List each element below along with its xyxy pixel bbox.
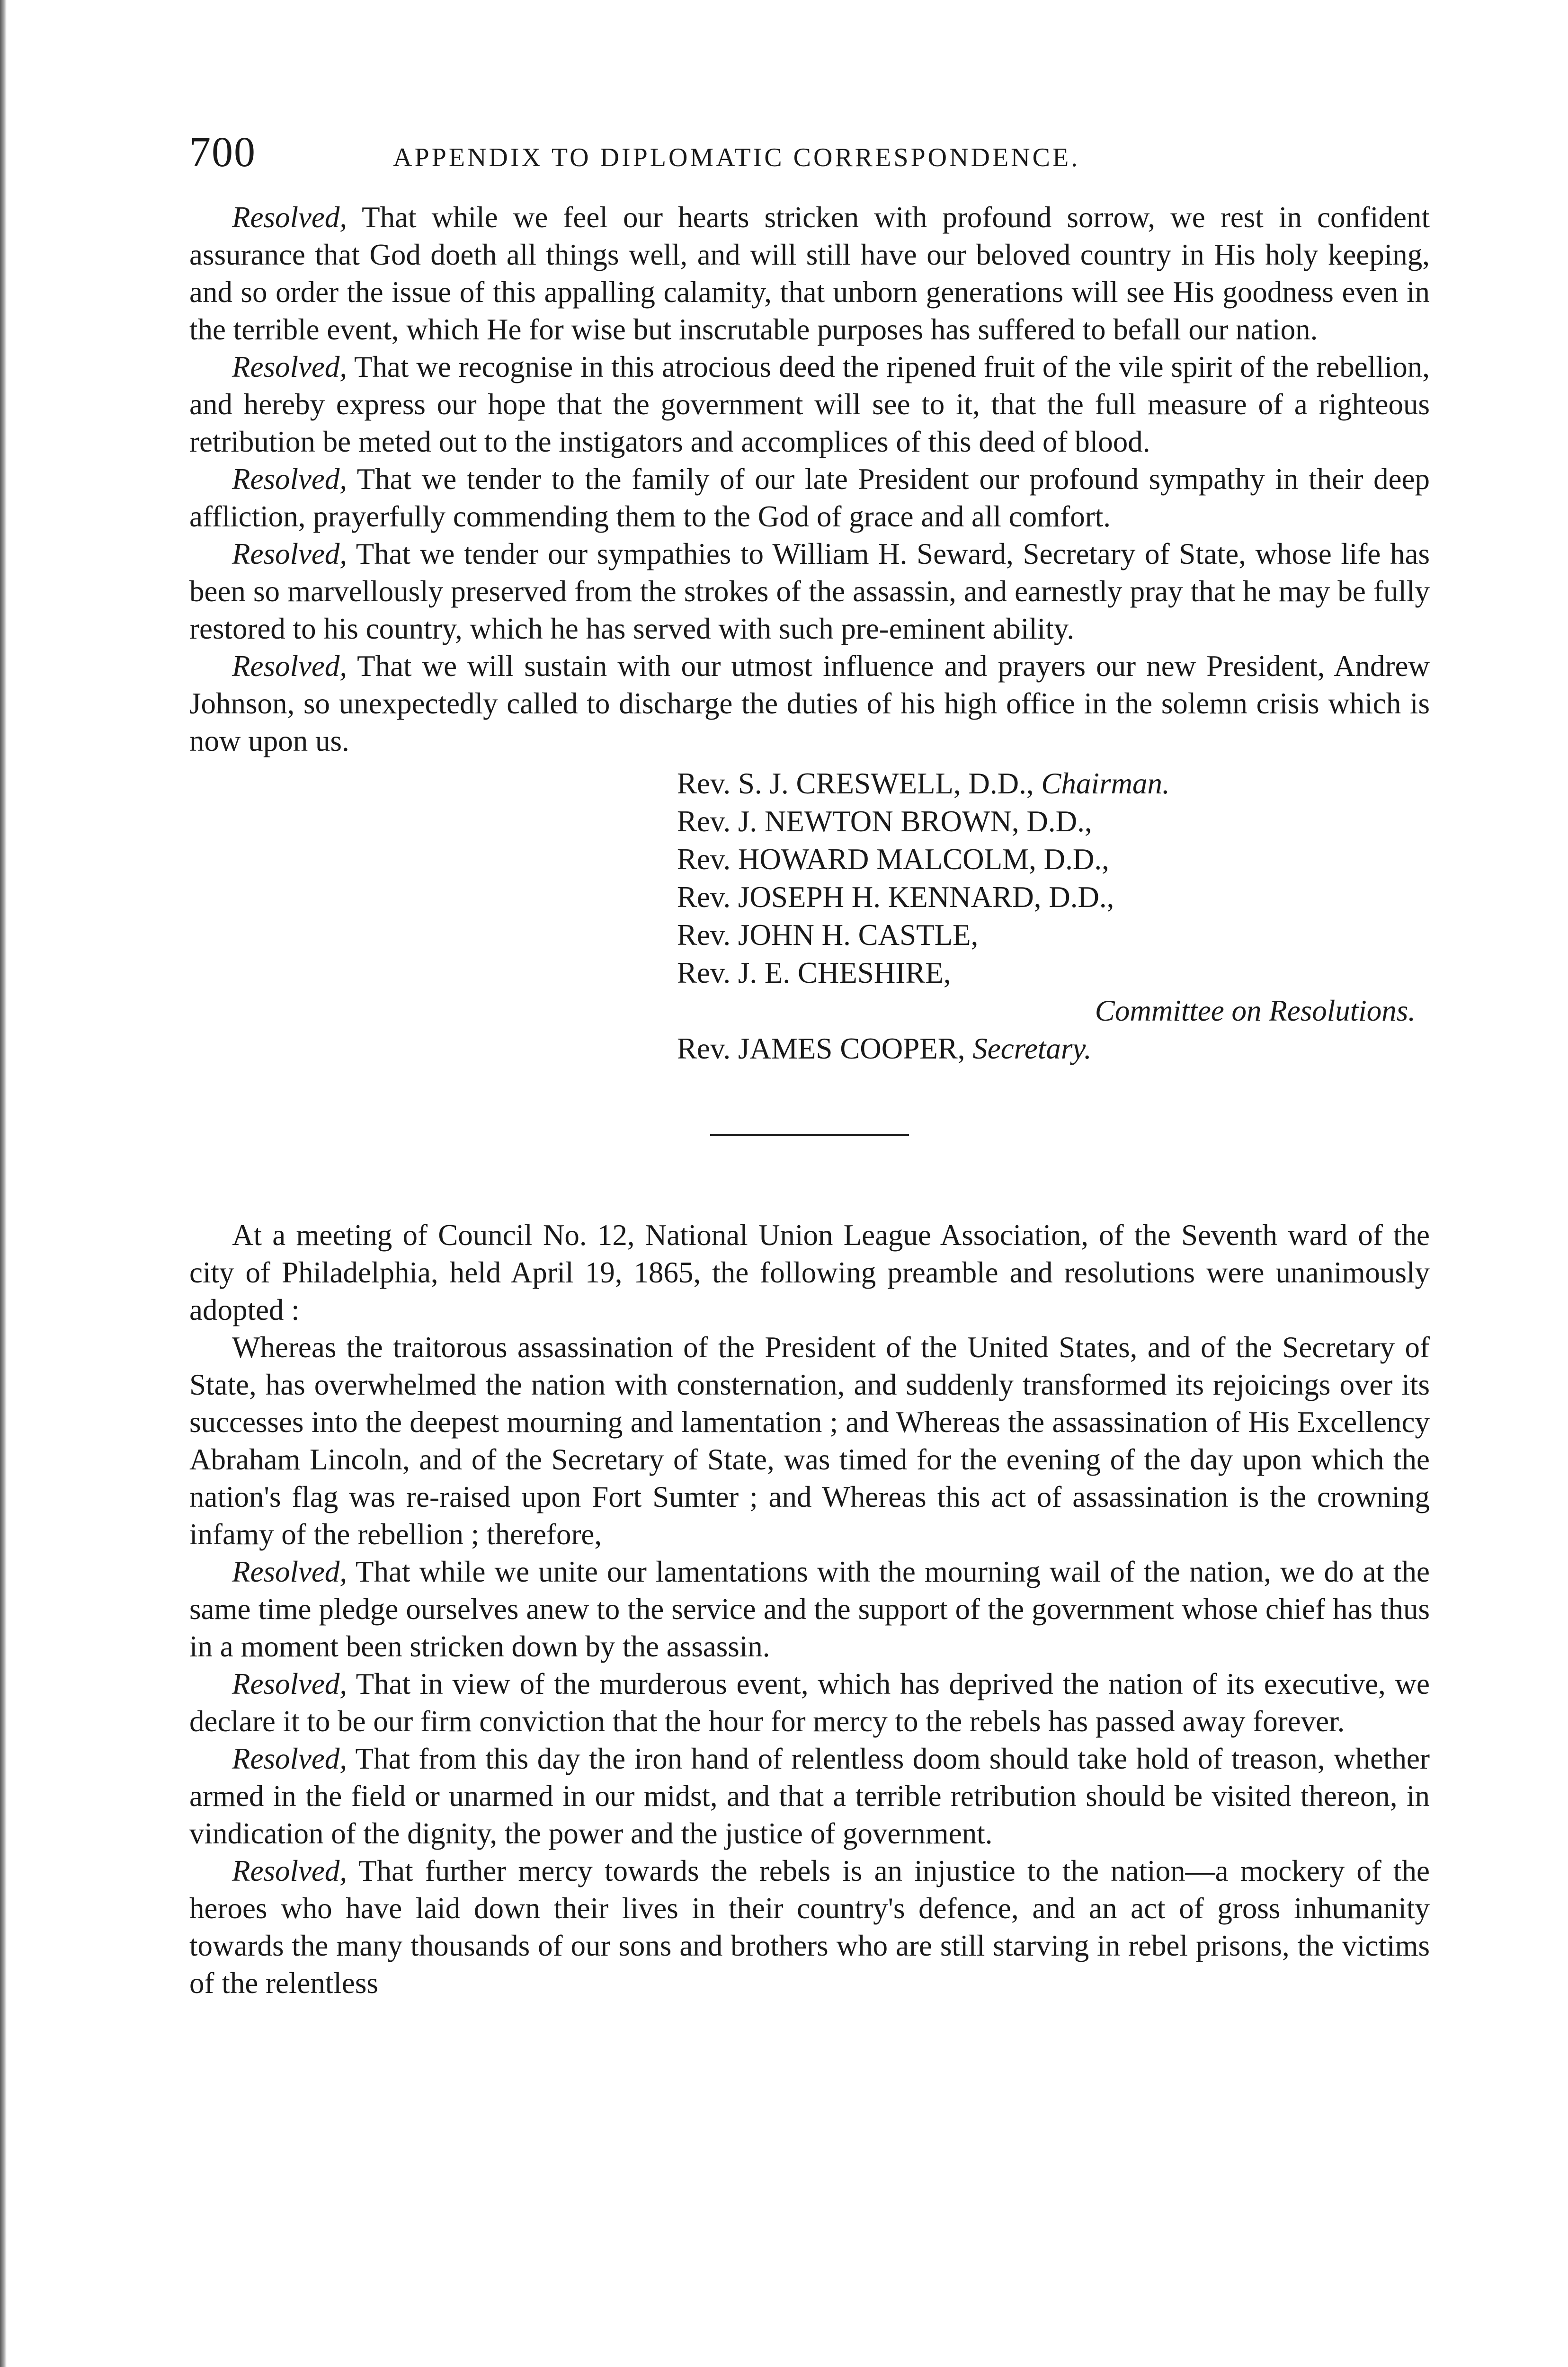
signatory-name: Rev. JOSEPH H. KENNARD, D.D., — [677, 881, 1114, 914]
resolution-paragraph — [189, 461, 1430, 535]
resolution-text: That we will sustain with our utmost influence and prayers our new President, Andrew Johnson, so unexpectedly called to discharge the duties of his high office in the solemn crisis which is now upon us. — [189, 650, 1430, 757]
signatory-name: Rev. J. E. CHESHIRE, — [677, 956, 951, 989]
committee-label: Committee on Resolutions. — [1095, 994, 1416, 1027]
resolution-text: That we recognise in this atrocious deed the ripened fruit of the vile spirit of the rebellion, and hereby express our hope that the government will see to it, that the full measure of a righteous retribution be meted out to the instigators and accomplices of this deed of blood. — [189, 350, 1430, 458]
resolved-lead: Resolved, — [232, 1667, 347, 1700]
page-number: 700 — [189, 129, 256, 176]
secretary-line — [677, 1030, 1430, 1068]
signatory-name: Rev. JOHN H. CASTLE, — [677, 918, 979, 952]
resolution-text: That we tender our sympathies to William H. Seward, Secretary of State, whose life has been so marvellously preserved from the strokes of the assassin, and earnestly pray that he may be fully restored to his country, which he has served with such pre-eminent ability. — [189, 537, 1430, 645]
signatory-name: Rev. S. J. CRESWELL, D.D., — [677, 767, 1034, 800]
signatory-name: Rev. J. NEWTON BROWN, D.D., — [677, 805, 1092, 838]
resolved-lead: Resolved, — [232, 650, 347, 683]
resolved-lead: Resolved, — [232, 201, 347, 234]
resolution-paragraph — [189, 199, 1430, 348]
document-page — [189, 128, 1430, 2002]
signature-line — [677, 840, 1430, 878]
signatory-name: Rev. HOWARD MALCOLM, D.D., — [677, 843, 1109, 876]
secretary-title: Secretary. — [965, 1032, 1092, 1065]
resolved-lead: Resolved, — [232, 350, 347, 383]
resolved-lead: Resolved, — [232, 1742, 347, 1775]
scan-edge — [0, 0, 7, 2367]
signature-block — [677, 765, 1430, 1068]
resolved-lead: Resolved, — [232, 1854, 347, 1887]
signature-line — [677, 765, 1430, 802]
resolution-text: That while we unite our lamentations with the mourning wail of the nation, we do at the same time pledge ourselves anew to the service and the support of the government whose chief has thus in a moment been stricken down by the assassin. — [189, 1555, 1430, 1663]
resolved-lead: Resolved, — [232, 463, 347, 496]
resolution-text: That in view of the murderous event, which has deprived the nation of its executive, we declare it to be our firm conviction that the hour for mercy to the rebels has passed away forever. — [189, 1667, 1430, 1738]
resolution-text: That while we feel our hearts stricken with profound sorrow, we rest in confident assurance that God doeth all things well, and will still have our beloved country in His holy keeping, and so order the issue of this appalling calamity, that unborn generations will see His goodness even in the terrible event, which He for wise but inscrutable purposes has suffered to befall our nation. — [189, 201, 1430, 346]
resolution-paragraph — [189, 648, 1430, 760]
secretary-name: Rev. JAMES COOPER, — [677, 1032, 965, 1065]
resolved-lead: Resolved, — [232, 1555, 347, 1588]
preamble-paragraph: Whereas the traitorous assassination of the President of the United States, and of the Secretary of State, has overwhelmed the nation with consternation, and suddenly transformed its rejoicings over its successes into the deepest mourning and lamentation ; and Whereas the assassination of His Excellency Abraham Lincoln, and of the Secretary of State, was timed for the evening of the day upon which the nation's flag was re-raised upon Fort Sumter ; and Whereas this act of assassination is the crowning infamy of the rebellion ; therefore, — [189, 1331, 1430, 1551]
page-header — [189, 128, 1430, 189]
section-divider — [710, 1134, 909, 1136]
resolved-lead: Resolved, — [232, 537, 347, 570]
resolution-paragraph — [189, 535, 1430, 648]
resolution-paragraph — [189, 1740, 1430, 1852]
signatory-title: Chairman. — [1033, 767, 1170, 800]
resolution-paragraph — [189, 1553, 1430, 1665]
resolution-paragraph — [189, 1852, 1430, 2002]
signature-line — [677, 954, 1430, 992]
resolution-text: That further mercy towards the rebels is an injustice to the nation—a mockery of the heroes who have laid down their lives in their country's defence, and an act of gross inhumanity towards the many thousands of our sons and brothers who are still starving in rebel prisons, the victims of the relentless — [189, 1854, 1430, 2000]
signature-line — [677, 916, 1430, 954]
resolution-text: That from this day the iron hand of relentless doom should take hold of treason, whether armed in the field or unarmed in our midst, and that a terrible retribution should be visited thereon, in vindication of the dignity, the power and the justice of government. — [189, 1742, 1430, 1850]
signature-line — [677, 878, 1430, 916]
signature-line — [677, 802, 1430, 840]
running-head: APPENDIX TO DIPLOMATIC CORRESPONDENCE. — [393, 143, 1080, 172]
meeting-intro: At a meeting of Council No. 12, National Union League Association, of the Seventh ward of the city of Philadelphia, held April 19, 1865, the following preamble and resolutions were unanimously adopted : — [189, 1219, 1430, 1326]
resolution-paragraph — [189, 348, 1430, 461]
resolution-paragraph — [189, 1665, 1430, 1740]
resolution-text: That we tender to the family of our late President our profound sympathy in their deep affliction, prayerfully commending them to the God of grace and all comfort. — [189, 463, 1430, 533]
